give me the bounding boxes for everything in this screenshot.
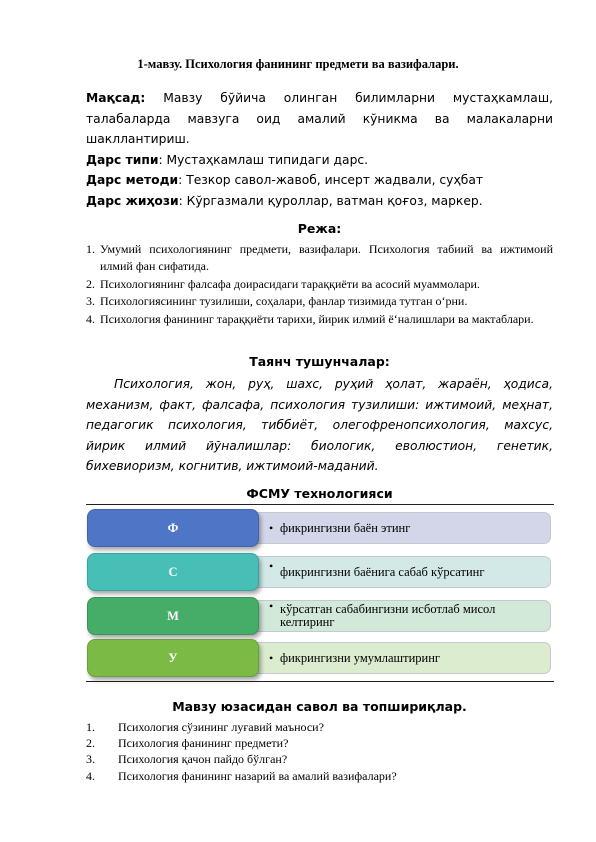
task-item — [86, 719, 553, 735]
lesson-method-text: : Тезкор савол-жавоб, инсерт жадвали, суҳбат — [178, 173, 484, 187]
fsmu-letter-box — [87, 597, 259, 635]
bullet-icon: • — [269, 599, 274, 613]
fsmu-row — [86, 637, 554, 679]
bullet-icon: • — [269, 521, 274, 535]
task-item-text: Психология фанининг назарий ва амалий вазифалари? — [118, 768, 397, 783]
lesson-equipment-label: Дарс жиҳози — [86, 193, 179, 208]
lesson-type — [86, 150, 553, 171]
plan-heading: Режа: — [297, 221, 342, 236]
plan-item-text: Психологиясининг тузилиши, соҳалари, фанлар тизимида тутган оʻрни. — [100, 294, 468, 309]
plan-item-text: Психология фанининг тараққиёти тарихи, йирик илмий ёʻналишлари ва мактаблари. — [100, 311, 534, 326]
fsmu-heading: ФСМУ технологияси — [246, 486, 393, 501]
tasks-heading: Мавзу юзасидан савол ва топшириқлар. — [172, 699, 467, 714]
fsmu-row-text: кўрсатган сабабингизни исботлаб мисол келтиринг — [280, 602, 496, 629]
fsmu-row-text: фикрингизни баён этинг — [280, 520, 411, 535]
task-item-text: Психология фанининг предмети? — [118, 736, 289, 751]
lesson-method-label: Дарс методи — [86, 173, 179, 187]
goal-paragraph — [86, 88, 553, 150]
lesson-equipment-text: : Кўргазмали қуроллар, ватман қоғоз, маркер. — [178, 193, 483, 208]
task-item — [86, 735, 553, 751]
fsmu-row-text: фикрингизни умумлаштиринг — [280, 650, 441, 665]
lesson-equipment — [86, 191, 553, 212]
task-item-text: Психология қачон пайдо бўлган? — [118, 752, 288, 767]
fsmu-letter-box — [87, 553, 259, 591]
fsmu-letter: Ф — [167, 520, 179, 535]
task-item-number: 3. — [86, 752, 95, 767]
goal-text: Мавзу бўйича олинган билимларни мустаҳкамлаш, талабаларда мавзуга оид амалий кўникма ва малакаларни шакллантириш. — [86, 91, 553, 146]
plan-item-number: 3. — [86, 294, 95, 309]
bullet-icon: • — [269, 651, 274, 665]
task-item-text: Психология сўзининг луғавий маъноси? — [118, 720, 324, 734]
task-item — [86, 751, 553, 767]
task-item — [86, 768, 553, 784]
page-title: 1-мавзу. Психология фанининг предмети ва вазифалари. — [137, 57, 459, 71]
fsmu-letter-box — [87, 639, 259, 677]
plan-item-number: 4. — [86, 311, 95, 326]
fsmu-row — [86, 595, 554, 637]
fsmu-row — [86, 507, 554, 549]
concepts-heading: Таянч тушунчалар: — [249, 354, 390, 369]
lesson-intro — [86, 88, 553, 211]
fsmu-row-text: фикрингизни баёнига сабаб кўрсатинг — [280, 564, 485, 579]
plan-item — [86, 311, 553, 328]
fsmu-letter: М — [167, 608, 179, 623]
fsmu-row — [86, 551, 554, 593]
plan-list — [86, 241, 553, 328]
fsmu-letter: С — [168, 564, 178, 579]
bullet-icon: • — [269, 559, 274, 573]
fsmu-letter: У — [168, 650, 178, 665]
task-item-number: 1. — [86, 720, 95, 734]
plan-item-text: Умумий психологиянинг предмети, вазифалари. Психология табиий ва ижтимоий илмий фан сифатида. — [100, 242, 553, 274]
plan-item — [86, 276, 553, 293]
plan-item — [86, 293, 553, 310]
plan-item-number: 1. — [86, 242, 95, 256]
lesson-type-label: Дарс типи — [86, 152, 159, 167]
task-item-number: 4. — [86, 768, 95, 783]
task-item-number: 2. — [86, 736, 95, 751]
goal-label: Мақсад: — [86, 91, 146, 105]
plan-item-number: 2. — [86, 276, 95, 291]
lesson-type-text: : Мустаҳкамлаш типидаги дарс. — [158, 152, 369, 167]
fsmu-letter-box — [87, 509, 259, 547]
fsmu-table — [86, 504, 554, 682]
tasks-list — [86, 719, 553, 784]
concepts-text: Психология, жон, руҳ, шахс, руҳий ҳолат, жараён, ҳодиса, механизм, факт, фалсафа, психология тузилиши: ижтимоий, меҳнат, педагогик психология, тиббиёт, олегофренопсихология, махсус, йирик илмий йўналишлар: биологик, еволюстион, генетик, бихевиоризм, когнитив, ижтимоий-маданий. — [86, 377, 553, 473]
plan-item — [86, 241, 553, 276]
lesson-method — [86, 170, 553, 191]
plan-item-text: Психологиянинг фалсафа доирасидаги тараққиёти ва асосий муаммолари. — [100, 276, 480, 291]
